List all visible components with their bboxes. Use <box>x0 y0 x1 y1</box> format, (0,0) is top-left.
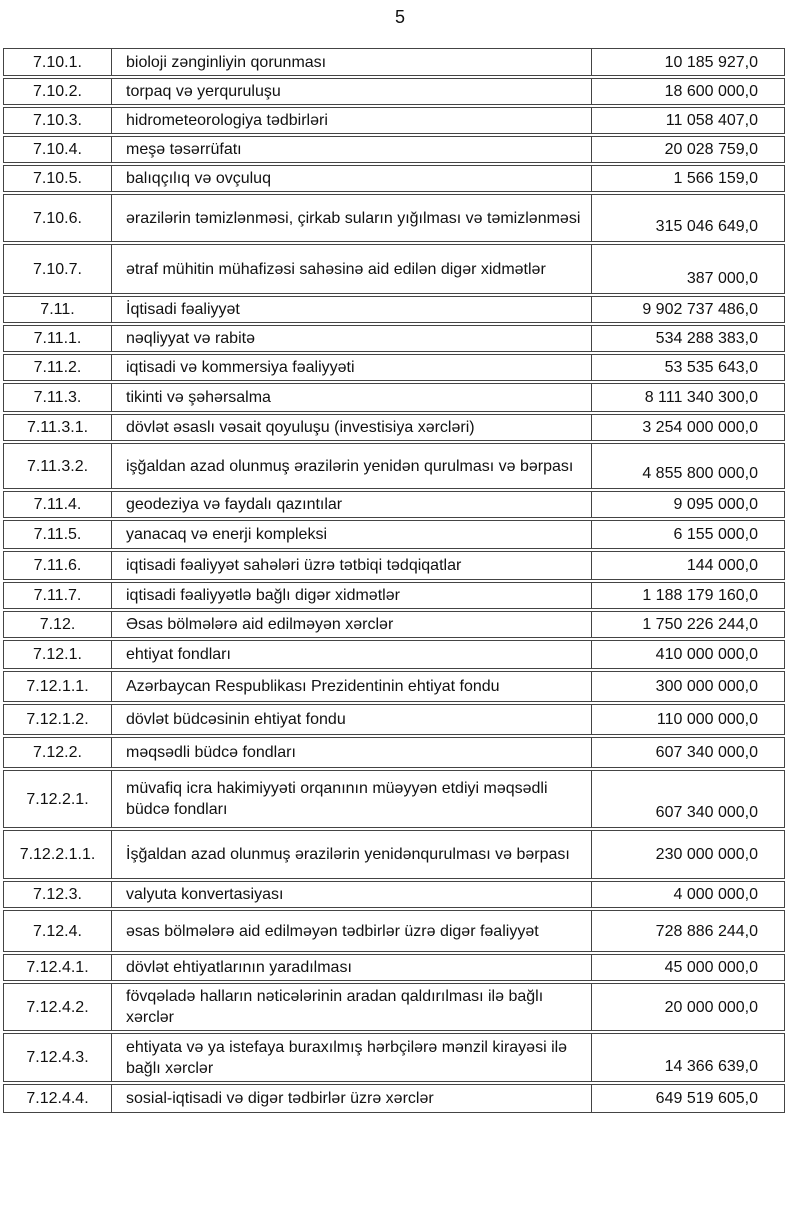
row-value: 8 111 340 300,0 <box>591 384 784 411</box>
row-code: 7.11.3.1. <box>4 415 112 440</box>
row-value: 728 886 244,0 <box>591 911 784 951</box>
table-row <box>3 107 785 134</box>
row-code: 7.10.4. <box>4 137 112 162</box>
row-code: 7.10.6. <box>4 195 112 241</box>
table-row <box>3 296 785 323</box>
row-value: 9 095 000,0 <box>591 492 784 517</box>
table-row <box>3 640 785 669</box>
table-row <box>3 737 785 768</box>
row-description: iqtisadi və kommersiya fəaliyyəti <box>126 359 355 376</box>
row-description: dövlət əsaslı vəsait qoyuluşu (investisiya xərcləri) <box>126 419 475 436</box>
row-description: hidrometeorologiya tədbirləri <box>126 112 328 129</box>
row-code: 7.12.4.1. <box>4 955 112 980</box>
row-value: 10 185 927,0 <box>591 49 784 75</box>
row-value: 607 340 000,0 <box>591 771 784 827</box>
row-description: iqtisadi fəaliyyət sahələri üzrə tətbiqi tədqiqatlar <box>126 557 462 574</box>
row-value: 649 519 605,0 <box>591 1085 784 1112</box>
page-number: 5 <box>394 7 405 27</box>
row-description: ehtiyata və ya istefaya buraxılmış hərbçilərə mənzil kirayəsi ilə bağlı xərclər <box>126 1038 568 1077</box>
row-description: Əsas bölmələrə aid edilməyən xərclər <box>126 616 394 633</box>
table-row <box>3 704 785 735</box>
row-description: geodeziya və faydalı qazıntılar <box>126 496 343 513</box>
table-row <box>3 611 785 638</box>
row-value: 11 058 407,0 <box>591 108 784 133</box>
row-code: 7.12.2. <box>4 738 112 767</box>
row-value: 410 000 000,0 <box>591 641 784 668</box>
row-value: 607 340 000,0 <box>591 738 784 767</box>
row-description: dövlət büdcəsinin ehtiyat fondu <box>126 711 346 728</box>
row-code: 7.12.4.2. <box>4 984 112 1030</box>
row-code: 7.10.7. <box>4 245 112 293</box>
row-description: İqtisadi fəaliyyət <box>126 301 240 318</box>
row-value: 534 288 383,0 <box>591 326 784 351</box>
row-description: tikinti və şəhərsalma <box>126 389 271 406</box>
table-row <box>3 354 785 381</box>
row-value: 6 155 000,0 <box>591 521 784 548</box>
row-code: 7.12.4.4. <box>4 1085 112 1112</box>
row-value: 4 855 800 000,0 <box>591 444 784 488</box>
table-row <box>3 165 785 192</box>
row-code: 7.12.1.1. <box>4 672 112 701</box>
row-value: 45 000 000,0 <box>591 955 784 980</box>
table-row <box>3 671 785 702</box>
row-code: 7.11.3. <box>4 384 112 411</box>
row-value: 300 000 000,0 <box>591 672 784 701</box>
row-value: 53 535 643,0 <box>591 355 784 380</box>
row-description: meşə təsərrüfatı <box>126 141 242 158</box>
row-value: 110 000 000,0 <box>591 705 784 734</box>
table-row <box>3 1033 785 1082</box>
row-description: iqtisadi fəaliyyətlə bağlı digər xidmətlər <box>126 587 400 604</box>
row-code: 7.12. <box>4 612 112 637</box>
row-code: 7.11.1. <box>4 326 112 351</box>
row-description: müvafiq icra hakimiyyəti orqanının müəyyən etdiyi məqsədli büdcə fondları <box>126 780 548 818</box>
row-value: 1 750 226 244,0 <box>591 612 784 637</box>
table-row <box>3 770 785 828</box>
row-value: 230 000 000,0 <box>591 831 784 878</box>
row-value: 3 254 000 000,0 <box>591 415 784 440</box>
row-code: 7.11.2. <box>4 355 112 380</box>
row-code: 7.11. <box>4 297 112 322</box>
row-code: 7.12.1. <box>4 641 112 668</box>
row-description: balıqçılıq və ovçuluq <box>126 170 271 187</box>
budget-table <box>3 48 785 1113</box>
table-row <box>3 414 785 441</box>
table-row <box>3 194 785 242</box>
row-value: 14 366 639,0 <box>591 1034 784 1081</box>
row-code: 7.12.1.2. <box>4 705 112 734</box>
row-description: İşğaldan azad olunmuş ərazilərin yenidənqurulması və bərpası <box>126 846 570 863</box>
table-row <box>3 244 785 294</box>
row-code: 7.10.2. <box>4 79 112 104</box>
row-description: sosial-iqtisadi və digər tədbirlər üzrə xərclər <box>126 1090 434 1107</box>
table-row <box>3 491 785 518</box>
table-row <box>3 443 785 489</box>
row-description: bioloji zənginliyin qorunması <box>126 53 327 71</box>
table-row <box>3 551 785 580</box>
table-row <box>3 954 785 981</box>
row-description: dövlət ehtiyatlarının yaradılması <box>126 959 352 976</box>
table-row <box>3 520 785 549</box>
row-description: torpaq və yerquruluşu <box>126 83 281 100</box>
row-description: ərazilərin təmizlənməsi, çirkab suların yığılması və təmizlənməsi <box>126 209 581 227</box>
row-value: 1 188 179 160,0 <box>591 583 784 608</box>
row-code: 7.12.3. <box>4 882 112 907</box>
row-code: 7.10.3. <box>4 108 112 133</box>
row-description: məqsədli büdcə fondları <box>126 744 296 761</box>
row-code: 7.11.4. <box>4 492 112 517</box>
row-description: əsas bölmələrə aid edilməyən tədbirlər üzrə digər fəaliyyət <box>126 922 539 940</box>
row-description: işğaldan azad olunmuş ərazilərin yenidən qurulması və bərpası <box>126 457 574 475</box>
table-row <box>3 830 785 879</box>
table-row <box>3 1084 785 1113</box>
row-description: valyuta konvertasiyası <box>126 886 284 903</box>
row-description: nəqliyyat və rabitə <box>126 330 255 347</box>
row-value: 20 028 759,0 <box>591 137 784 162</box>
table-row <box>3 48 785 76</box>
row-code: 7.11.6. <box>4 552 112 579</box>
row-description: Azərbaycan Respublikası Prezidentinin ehtiyat fondu <box>126 678 500 695</box>
row-description: fövqəladə halların nəticələrinin aradan qaldırılması ilə bağlı xərclər <box>126 988 544 1026</box>
row-description: yanacaq və enerji kompleksi <box>126 526 327 543</box>
row-value: 18 600 000,0 <box>591 79 784 104</box>
table-row <box>3 78 785 105</box>
row-description: ətraf mühitin mühafizəsi sahəsinə aid edilən digər xidmətlər <box>126 260 546 278</box>
row-value: 1 566 159,0 <box>591 166 784 191</box>
table-row <box>3 325 785 352</box>
table-row <box>3 136 785 163</box>
table-row <box>3 383 785 412</box>
row-value: 315 046 649,0 <box>591 195 784 241</box>
row-code: 7.12.4. <box>4 911 112 951</box>
table-row <box>3 582 785 609</box>
row-value: 20 000 000,0 <box>591 984 784 1030</box>
row-code: 7.10.5. <box>4 166 112 191</box>
row-code: 7.11.7. <box>4 583 112 608</box>
table-row <box>3 881 785 908</box>
row-code: 7.12.4.3. <box>4 1034 112 1081</box>
row-value: 144 000,0 <box>591 552 784 579</box>
table-row <box>3 910 785 952</box>
table-row <box>3 983 785 1031</box>
row-code: 7.11.5. <box>4 521 112 548</box>
row-code: 7.12.2.1.1. <box>4 831 112 878</box>
row-value: 387 000,0 <box>591 245 784 293</box>
row-code: 7.10.1. <box>4 49 112 75</box>
row-description: ehtiyat fondları <box>126 646 231 663</box>
row-code: 7.12.2.1. <box>4 771 112 827</box>
row-value: 9 902 737 486,0 <box>591 297 784 322</box>
row-value: 4 000 000,0 <box>591 882 784 907</box>
row-code: 7.11.3.2. <box>4 444 112 488</box>
